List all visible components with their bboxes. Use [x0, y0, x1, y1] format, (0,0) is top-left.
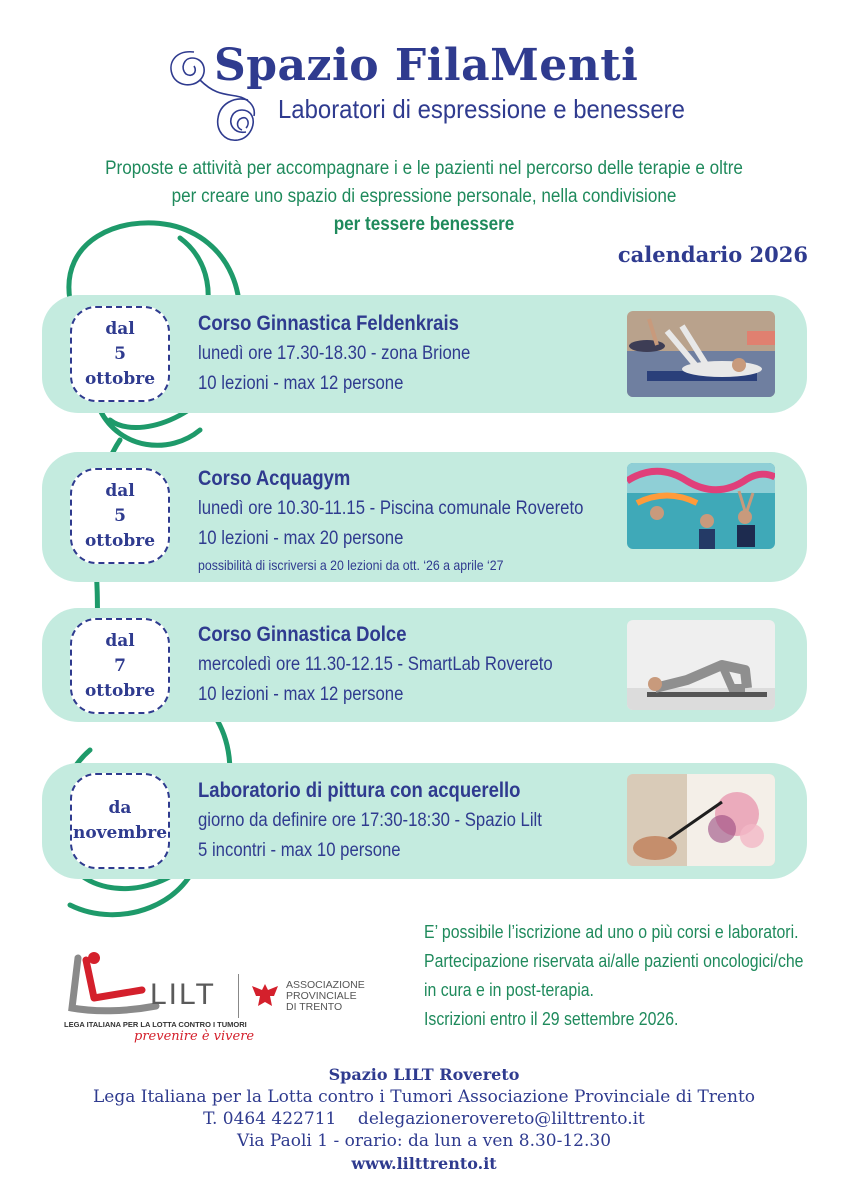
info-line-4: Iscrizioni entro il 29 settembre 2026.	[424, 1009, 679, 1029]
date-day: 7	[114, 655, 126, 676]
course-title: Corso Acquagym	[198, 467, 351, 490]
intro-line-2: per creare uno spazio di espressione personale, nella condivisione	[171, 186, 677, 207]
lilt-name: LILT	[150, 978, 216, 1011]
date-prefix: dal	[105, 630, 135, 651]
intro-line-1: Proposte e attività per accompagnare i e le pazienti nel percorso delle terapie e oltre	[105, 158, 743, 179]
date-month: ottobre	[84, 530, 156, 551]
date-badge	[70, 618, 170, 714]
ginnastica-dolce-photo	[627, 620, 775, 710]
course-details: 5 incontri - max 10 persone	[198, 840, 401, 861]
acquerello-photo	[627, 774, 775, 866]
acquagym-photo	[627, 463, 775, 549]
assoc-text	[286, 980, 365, 1013]
date-prefix: dal	[105, 318, 135, 339]
registration-info	[424, 918, 804, 1034]
calendar-label: calendario 2026	[617, 242, 808, 267]
course-title: Corso Ginnastica Feldenkrais	[198, 312, 459, 335]
date-month: novembre	[72, 823, 168, 843]
assoc-line-2: PROVINCIALE	[286, 990, 357, 1002]
assoc-line-3: DI TRENTO	[286, 1001, 343, 1013]
course-card-acquagym	[42, 452, 807, 582]
footer	[0, 1064, 848, 1176]
course-details: 10 lezioni - max 12 persone	[198, 373, 404, 394]
footer-name: Spazio LILT Rovereto	[328, 1065, 520, 1084]
info-line-3: in cura e in post-terapia.	[424, 980, 594, 1000]
date-badge	[70, 306, 170, 402]
course-details: 10 lezioni - max 12 persone	[198, 684, 404, 705]
feldenkrais-photo	[627, 311, 775, 397]
date-month: ottobre	[84, 368, 156, 389]
footer-org: Lega Italiana per la Lotta contro i Tumori Associazione Provinciale di Trento	[92, 1087, 756, 1107]
assoc-line-1: ASSOCIAZIONE	[286, 979, 365, 991]
lilt-logo	[64, 950, 384, 1050]
date-prefix: dal	[105, 480, 135, 501]
lilt-motto: prevenire è vivere	[134, 1029, 255, 1044]
intro-text	[0, 155, 848, 239]
page-subtitle: Laboratori di espressione e benessere	[278, 94, 685, 124]
course-card-feldenkrais	[42, 295, 807, 413]
info-line-2: Partecipazione riservata ai/alle pazienti oncologici/che	[424, 951, 804, 971]
footer-website-link[interactable]: www.lilttrento.it	[351, 1154, 497, 1173]
course-schedule: mercoledì ore 11.30-12.15 - SmartLab Rovereto	[198, 654, 553, 675]
course-note: possibilità di iscriversi a 20 lezioni da ott. ‘26 a aprile ‘27	[198, 557, 504, 573]
footer-contact: T. 0464 422711 delegazionerovereto@lilttrento.it	[203, 1109, 645, 1129]
course-schedule: lunedì ore 17.30-18.30 - zona Brione	[198, 343, 471, 364]
footer-address: Via Paoli 1 - orario: da lun a ven 8.30-12.30	[236, 1131, 612, 1151]
lilt-divider	[238, 974, 239, 1018]
info-line-1: E’ possibile l’iscrizione ad uno o più corsi e laboratori.	[424, 922, 799, 942]
date-badge	[70, 468, 170, 564]
date-badge	[70, 773, 170, 869]
course-details: 10 lezioni - max 20 persone	[198, 528, 404, 549]
lilt-full-name: LEGA ITALIANA PER LA LOTTA CONTRO I TUMORI	[64, 1020, 247, 1029]
course-schedule: giorno da definire ore 17:30-18:30 - Spazio Lilt	[198, 810, 542, 831]
date-month: ottobre	[84, 680, 156, 701]
course-title: Laboratorio di pittura con acquerello	[198, 779, 521, 802]
intro-line-3: per tessere benessere	[333, 214, 515, 235]
date-day: 5	[114, 343, 126, 364]
course-card-ginnastica-dolce	[42, 608, 807, 722]
page-title: Spazio FilaMenti	[214, 40, 639, 91]
eagle-emblem-icon	[250, 980, 280, 1010]
lilt-mark-icon	[64, 950, 164, 1022]
course-title: Corso Ginnastica Dolce	[198, 623, 407, 646]
course-card-acquerello	[42, 763, 807, 879]
course-schedule: lunedì ore 10.30-11.15 - Piscina comunale Rovereto	[198, 498, 584, 519]
date-prefix: da	[108, 798, 132, 818]
date-day: 5	[114, 505, 126, 526]
